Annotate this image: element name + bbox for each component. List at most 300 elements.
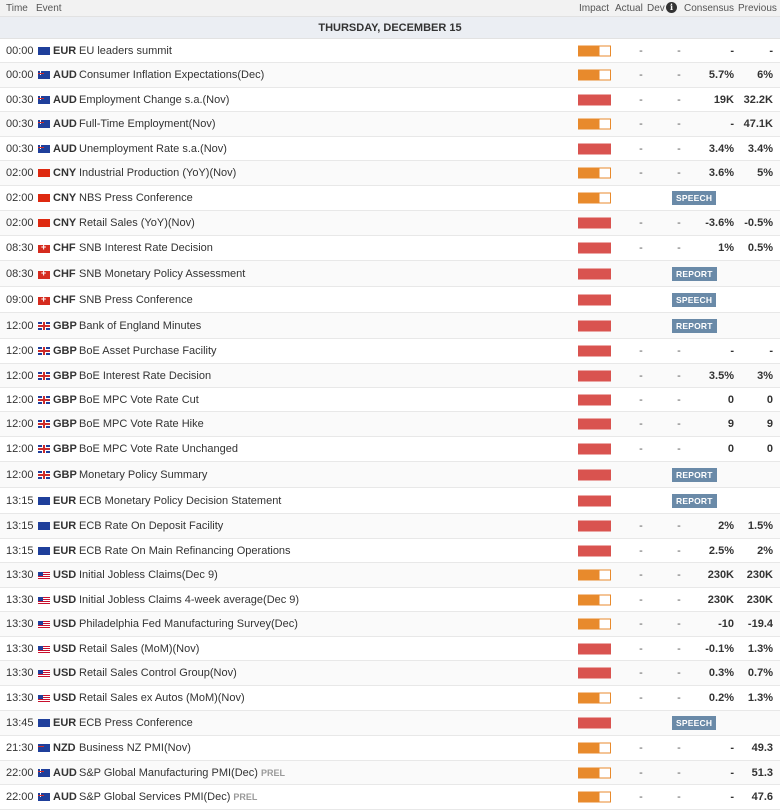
actual-value: - <box>639 242 643 254</box>
deviation-value: - <box>677 742 681 754</box>
previous-value: - <box>769 44 773 57</box>
currency-code: AUD <box>53 142 77 155</box>
event-time: 02:00 <box>6 217 34 229</box>
currency-code: CNY <box>53 167 77 179</box>
impact-indicator <box>578 643 611 654</box>
impact-indicator <box>578 693 611 704</box>
event-time: 12:00 <box>6 393 34 406</box>
gbp-flag-icon <box>38 372 50 380</box>
impact-indicator <box>578 370 611 381</box>
impact-indicator <box>578 346 611 357</box>
deviation-value: - <box>677 118 681 130</box>
currency-code: AUD <box>53 93 77 106</box>
actual-value: - <box>639 44 643 57</box>
currency-code: GBP <box>53 319 77 332</box>
event-name[interactable]: S&P Global Services PMI(Dec) PREL <box>79 791 258 803</box>
previous-value: 0.5% <box>747 242 773 254</box>
preliminary-badge: PREL <box>260 767 285 778</box>
actual-value: - <box>639 520 643 532</box>
report-badge[interactable]: REPORT <box>672 267 717 281</box>
previous-value: 47.1K <box>743 118 773 130</box>
event-time: 12:00 <box>6 369 34 382</box>
actual-value: - <box>639 443 643 455</box>
event-row[interactable] <box>0 785 780 810</box>
deviation-value: - <box>677 69 681 81</box>
consensus-value: 0.2% <box>708 692 734 704</box>
event-row[interactable] <box>0 161 780 186</box>
usd-flag-icon <box>38 670 50 678</box>
currency-code: GBP <box>53 345 77 357</box>
impact-indicator <box>578 594 611 605</box>
event-name[interactable]: Retail Sales (YoY)(Nov) <box>79 217 195 229</box>
currency-code: AUD <box>53 69 77 81</box>
consensus-value: - <box>730 766 734 779</box>
event-name[interactable]: Retail Sales (MoM)(Nov) <box>79 642 200 655</box>
actual-value: - <box>639 766 643 779</box>
deviation-value: - <box>677 44 681 57</box>
event-name[interactable]: SNB Monetary Policy Assessment <box>79 267 246 280</box>
currency-code: GBP <box>53 443 77 455</box>
consensus-value: - <box>730 345 734 357</box>
actual-value: - <box>639 418 643 430</box>
event-row[interactable] <box>0 539 780 563</box>
event-name[interactable]: Industrial Production (YoY)(Nov) <box>79 167 237 179</box>
previous-value: 230K <box>746 569 773 581</box>
deviation-value: - <box>677 393 681 406</box>
currency-code: CNY <box>53 217 77 229</box>
header-previous: Previous <box>738 3 777 14</box>
previous-value: -19.4 <box>747 618 773 630</box>
impact-indicator <box>578 495 611 506</box>
impact-indicator <box>578 218 611 229</box>
event-name[interactable]: ECB Monetary Policy Decision Statement <box>79 494 282 507</box>
impact-indicator <box>578 444 611 455</box>
consensus-value: - <box>730 118 734 130</box>
impact-indicator <box>578 243 611 254</box>
nzd-flag-icon <box>38 744 50 752</box>
impact-indicator <box>578 718 611 729</box>
deviation-value: - <box>677 345 681 357</box>
consensus-value: 9 <box>727 418 734 430</box>
actual-value: - <box>639 118 643 130</box>
event-name[interactable]: ECB Rate On Main Refinancing Operations <box>79 544 291 557</box>
event-time: 12:00 <box>6 319 34 332</box>
consensus-value: 0 <box>727 393 734 406</box>
event-name[interactable]: ECB Rate On Deposit Facility <box>79 520 224 532</box>
actual-value: - <box>639 742 643 754</box>
impact-indicator <box>578 743 611 754</box>
event-row[interactable] <box>0 313 780 339</box>
impact-indicator <box>578 668 611 679</box>
consensus-value: - <box>730 791 734 803</box>
event-row[interactable] <box>0 686 780 711</box>
actual-value: - <box>639 569 643 581</box>
event-time: 02:00 <box>6 192 34 204</box>
impact-indicator <box>578 545 611 556</box>
event-name[interactable]: Consumer Inflation Expectations(Dec) <box>79 69 265 81</box>
consensus-value: -3.6% <box>705 217 734 229</box>
event-time: 13:30 <box>6 618 34 630</box>
deviation-value: - <box>677 167 681 179</box>
usd-flag-icon <box>38 646 50 654</box>
actual-value: - <box>639 69 643 81</box>
deviation-value: - <box>677 443 681 455</box>
impact-indicator <box>578 570 611 581</box>
currency-code: GBP <box>53 393 77 406</box>
event-time: 13:30 <box>6 692 34 704</box>
event-time: 00:30 <box>6 142 34 155</box>
previous-value: 0 <box>766 393 773 406</box>
impact-indicator <box>578 45 611 56</box>
deviation-value: - <box>677 692 681 704</box>
deviation-value: - <box>677 418 681 430</box>
consensus-value: 0 <box>727 443 734 455</box>
usd-flag-icon <box>38 597 50 605</box>
preliminary-badge: PREL <box>233 792 258 802</box>
previous-value: 47.6 <box>751 791 773 803</box>
gbp-flag-icon <box>38 471 50 479</box>
currency-code: CHF <box>53 293 76 306</box>
impact-indicator <box>578 394 611 405</box>
event-name[interactable]: Business NZ PMI(Nov) <box>79 742 191 754</box>
event-row[interactable] <box>0 514 780 539</box>
deviation-value: - <box>677 569 681 581</box>
currency-code: NZD <box>53 742 76 754</box>
event-time: 00:30 <box>6 118 34 130</box>
event-name[interactable]: Initial Jobless Claims(Dec 9) <box>79 569 218 581</box>
consensus-value: 2% <box>718 520 734 532</box>
previous-value: 230K <box>746 593 773 606</box>
aud-flag-icon <box>38 793 50 801</box>
impact-indicator <box>578 119 611 130</box>
event-time: 12:00 <box>6 345 34 357</box>
currency-code: EUR <box>53 717 77 729</box>
header-event: Event <box>36 3 62 14</box>
speech-badge[interactable]: SPEECH <box>672 716 716 730</box>
event-row[interactable] <box>0 63 780 88</box>
event-name[interactable]: Bank of England Minutes <box>79 319 202 332</box>
eur-flag-icon <box>38 522 50 530</box>
event-row[interactable] <box>0 711 780 736</box>
header-time: Time <box>6 3 28 14</box>
currency-code: AUD <box>53 118 77 130</box>
event-time: 00:00 <box>6 44 34 57</box>
chf-flag-icon <box>38 271 50 279</box>
impact-indicator <box>578 419 611 430</box>
event-time: 12:00 <box>6 418 34 430</box>
gbp-flag-icon <box>38 420 50 428</box>
previous-value: 6% <box>757 69 773 81</box>
eur-flag-icon <box>38 719 50 727</box>
event-row[interactable] <box>0 462 780 488</box>
aud-flag-icon <box>38 120 50 128</box>
previous-value: 3% <box>757 369 773 382</box>
event-row[interactable] <box>0 112 780 137</box>
consensus-value: -10 <box>718 618 734 630</box>
event-time: 13:30 <box>6 593 34 606</box>
consensus-value: 230K <box>707 593 734 606</box>
event-time: 13:30 <box>6 667 34 679</box>
event-time: 13:15 <box>6 494 34 507</box>
consensus-value: - <box>730 742 734 754</box>
currency-code: EUR <box>53 494 77 507</box>
event-row[interactable] <box>0 186 780 211</box>
event-time: 12:00 <box>6 468 34 481</box>
eur-flag-icon <box>38 497 50 505</box>
currency-code: GBP <box>53 418 77 430</box>
event-row[interactable] <box>0 563 780 588</box>
previous-value: 0.7% <box>747 667 773 679</box>
speech-badge[interactable]: SPEECH <box>672 293 716 307</box>
event-row[interactable] <box>0 339 780 364</box>
event-time: 00:00 <box>6 69 34 81</box>
impact-indicator <box>578 143 611 154</box>
impact-indicator <box>578 294 611 305</box>
report-badge[interactable]: REPORT <box>672 468 717 482</box>
actual-value: - <box>639 618 643 630</box>
event-name[interactable]: S&P Global Manufacturing PMI(Dec) PREL <box>79 766 285 779</box>
event-row[interactable] <box>0 736 780 761</box>
aud-flag-icon <box>38 96 50 104</box>
currency-code: GBP <box>53 369 77 382</box>
actual-value: - <box>639 393 643 406</box>
deviation-value: - <box>677 667 681 679</box>
event-row[interactable] <box>0 137 780 161</box>
report-badge[interactable]: REPORT <box>672 319 717 333</box>
actual-value: - <box>639 642 643 655</box>
info-icon[interactable]: i <box>666 2 677 13</box>
deviation-value: - <box>677 642 681 655</box>
deviation-value: - <box>677 593 681 606</box>
actual-value: - <box>639 345 643 357</box>
previous-value: 0 <box>766 443 773 455</box>
header-dev: Dev <box>647 3 665 14</box>
day-header: THURSDAY, DECEMBER 15 <box>0 17 780 39</box>
event-time: 08:30 <box>6 267 34 280</box>
cny-flag-icon <box>38 194 50 202</box>
events-list <box>0 39 780 810</box>
event-name[interactable]: EU leaders summit <box>79 44 172 57</box>
event-name[interactable]: BoE MPC Vote Rate Hike <box>79 418 204 430</box>
event-time: 13:15 <box>6 544 34 557</box>
chf-flag-icon <box>38 245 50 253</box>
header-actual: Actual <box>615 3 643 14</box>
impact-indicator <box>578 320 611 331</box>
impact-indicator <box>578 70 611 81</box>
aud-flag-icon <box>38 145 50 153</box>
usd-flag-icon <box>38 621 50 629</box>
previous-value: 2% <box>757 544 773 557</box>
event-time: 22:00 <box>6 766 34 779</box>
previous-value: 51.3 <box>751 766 773 779</box>
currency-code: USD <box>53 642 77 655</box>
previous-value: - <box>769 345 773 357</box>
aud-flag-icon <box>38 71 50 79</box>
event-name[interactable]: Unemployment Rate s.a.(Nov) <box>79 142 227 155</box>
currency-code: CHF <box>53 242 76 254</box>
event-time: 13:45 <box>6 717 34 729</box>
event-time: 22:00 <box>6 791 34 803</box>
chf-flag-icon <box>38 297 50 305</box>
consensus-value: 19K <box>713 93 734 106</box>
consensus-value: 230K <box>707 569 734 581</box>
impact-indicator <box>578 619 611 630</box>
currency-code: GBP <box>53 468 77 481</box>
impact-indicator <box>578 94 611 105</box>
deviation-value: - <box>677 142 681 155</box>
gbp-flag-icon <box>38 445 50 453</box>
event-row[interactable] <box>0 261 780 287</box>
consensus-value: 3.5% <box>708 369 734 382</box>
event-time: 13:30 <box>6 569 34 581</box>
actual-value: - <box>639 593 643 606</box>
impact-indicator <box>578 268 611 279</box>
event-time: 13:30 <box>6 642 34 655</box>
event-name[interactable]: BoE MPC Vote Rate Cut <box>79 393 199 406</box>
cny-flag-icon <box>38 169 50 177</box>
header-consensus: Consensus <box>684 3 735 14</box>
header-impact: Impact <box>579 3 610 14</box>
consensus-value: 3.4% <box>708 142 734 155</box>
event-name[interactable]: ECB Press Conference <box>79 717 193 729</box>
event-row[interactable] <box>0 211 780 236</box>
actual-value: - <box>639 544 643 557</box>
deviation-value: - <box>677 791 681 803</box>
currency-code: EUR <box>53 544 77 557</box>
event-time: 13:15 <box>6 520 34 532</box>
consensus-value: -0.1% <box>705 642 734 655</box>
actual-value: - <box>639 217 643 229</box>
speech-badge[interactable]: SPEECH <box>672 191 716 205</box>
currency-code: USD <box>53 569 77 581</box>
table-header <box>0 0 780 17</box>
event-row[interactable] <box>0 39 780 63</box>
event-name[interactable]: Retail Sales Control Group(Nov) <box>79 667 237 679</box>
eur-flag-icon <box>38 47 50 55</box>
actual-value: - <box>639 667 643 679</box>
deviation-value: - <box>677 369 681 382</box>
consensus-value: 0.3% <box>708 667 734 679</box>
currency-code: EUR <box>53 44 77 57</box>
event-row[interactable] <box>0 412 780 437</box>
impact-indicator <box>578 521 611 532</box>
impact-indicator <box>578 767 611 778</box>
event-name[interactable]: SNB Interest Rate Decision <box>79 242 213 254</box>
event-name[interactable]: Monetary Policy Summary <box>79 468 208 481</box>
deviation-value: - <box>677 544 681 557</box>
currency-code: CNY <box>53 192 77 204</box>
previous-value: 3.4% <box>747 142 773 155</box>
deviation-value: - <box>677 766 681 779</box>
currency-code: EUR <box>53 520 77 532</box>
gbp-flag-icon <box>38 347 50 355</box>
event-name[interactable]: Initial Jobless Claims 4-week average(Dec 9) <box>79 593 300 606</box>
actual-value: - <box>639 93 643 106</box>
event-name[interactable]: BoE MPC Vote Rate Unchanged <box>79 443 238 455</box>
event-time: 02:00 <box>6 167 34 179</box>
event-row[interactable] <box>0 761 780 785</box>
event-row[interactable] <box>0 388 780 412</box>
event-time: 12:00 <box>6 443 34 455</box>
event-row[interactable] <box>0 364 780 388</box>
consensus-value: 3.6% <box>708 167 734 179</box>
aud-flag-icon <box>38 769 50 777</box>
event-time: 00:30 <box>6 93 34 106</box>
gbp-flag-icon <box>38 322 50 330</box>
currency-code: AUD <box>53 766 77 779</box>
gbp-flag-icon <box>38 396 50 404</box>
actual-value: - <box>639 167 643 179</box>
previous-value: -0.5% <box>744 217 773 229</box>
deviation-value: - <box>677 217 681 229</box>
impact-indicator <box>578 168 611 179</box>
event-name[interactable]: NBS Press Conference <box>79 192 193 204</box>
currency-code: USD <box>53 618 77 630</box>
event-row[interactable] <box>0 236 780 261</box>
event-row[interactable] <box>0 287 780 313</box>
previous-value: 1.3% <box>747 692 773 704</box>
previous-value: 1.5% <box>747 520 773 532</box>
impact-indicator <box>578 792 611 803</box>
event-row[interactable] <box>0 612 780 637</box>
consensus-value: - <box>730 44 734 57</box>
report-badge[interactable]: REPORT <box>672 494 717 508</box>
event-time: 21:30 <box>6 742 34 754</box>
event-row[interactable] <box>0 588 780 612</box>
cny-flag-icon <box>38 219 50 227</box>
consensus-value: 2.5% <box>708 544 734 557</box>
event-row[interactable] <box>0 488 780 514</box>
actual-value: - <box>639 791 643 803</box>
previous-value: 32.2K <box>743 93 773 106</box>
currency-code: AUD <box>53 791 77 803</box>
actual-value: - <box>639 369 643 382</box>
event-name[interactable]: BoE Interest Rate Decision <box>79 369 212 382</box>
event-time: 08:30 <box>6 242 34 254</box>
event-name[interactable]: Full-Time Employment(Nov) <box>79 118 216 130</box>
event-name[interactable]: BoE Asset Purchase Facility <box>79 345 217 357</box>
event-name[interactable]: SNB Press Conference <box>79 293 193 306</box>
deviation-value: - <box>677 520 681 532</box>
event-row[interactable] <box>0 661 780 686</box>
impact-indicator <box>578 469 611 480</box>
deviation-value: - <box>677 93 681 106</box>
event-name[interactable]: Retail Sales ex Autos (MoM)(Nov) <box>79 692 245 704</box>
event-row[interactable] <box>0 637 780 661</box>
event-name[interactable]: Philadelphia Fed Manufacturing Survey(Dec) <box>79 618 298 630</box>
deviation-value: - <box>677 242 681 254</box>
event-name[interactable]: Employment Change s.a.(Nov) <box>79 93 230 106</box>
event-row[interactable] <box>0 88 780 112</box>
usd-flag-icon <box>38 695 50 703</box>
currency-code: USD <box>53 692 77 704</box>
previous-value: 1.3% <box>747 642 773 655</box>
previous-value: 49.3 <box>751 742 773 754</box>
previous-value: 5% <box>757 167 773 179</box>
currency-code: CHF <box>53 267 76 280</box>
previous-value: 9 <box>766 418 773 430</box>
deviation-value: - <box>677 618 681 630</box>
currency-code: USD <box>53 593 77 606</box>
usd-flag-icon <box>38 572 50 580</box>
impact-indicator <box>578 193 611 204</box>
currency-code: USD <box>53 667 77 679</box>
eur-flag-icon <box>38 547 50 555</box>
consensus-value: 1% <box>718 242 734 254</box>
event-time: 09:00 <box>6 293 34 306</box>
consensus-value: 5.7% <box>708 69 734 81</box>
event-row[interactable] <box>0 437 780 462</box>
